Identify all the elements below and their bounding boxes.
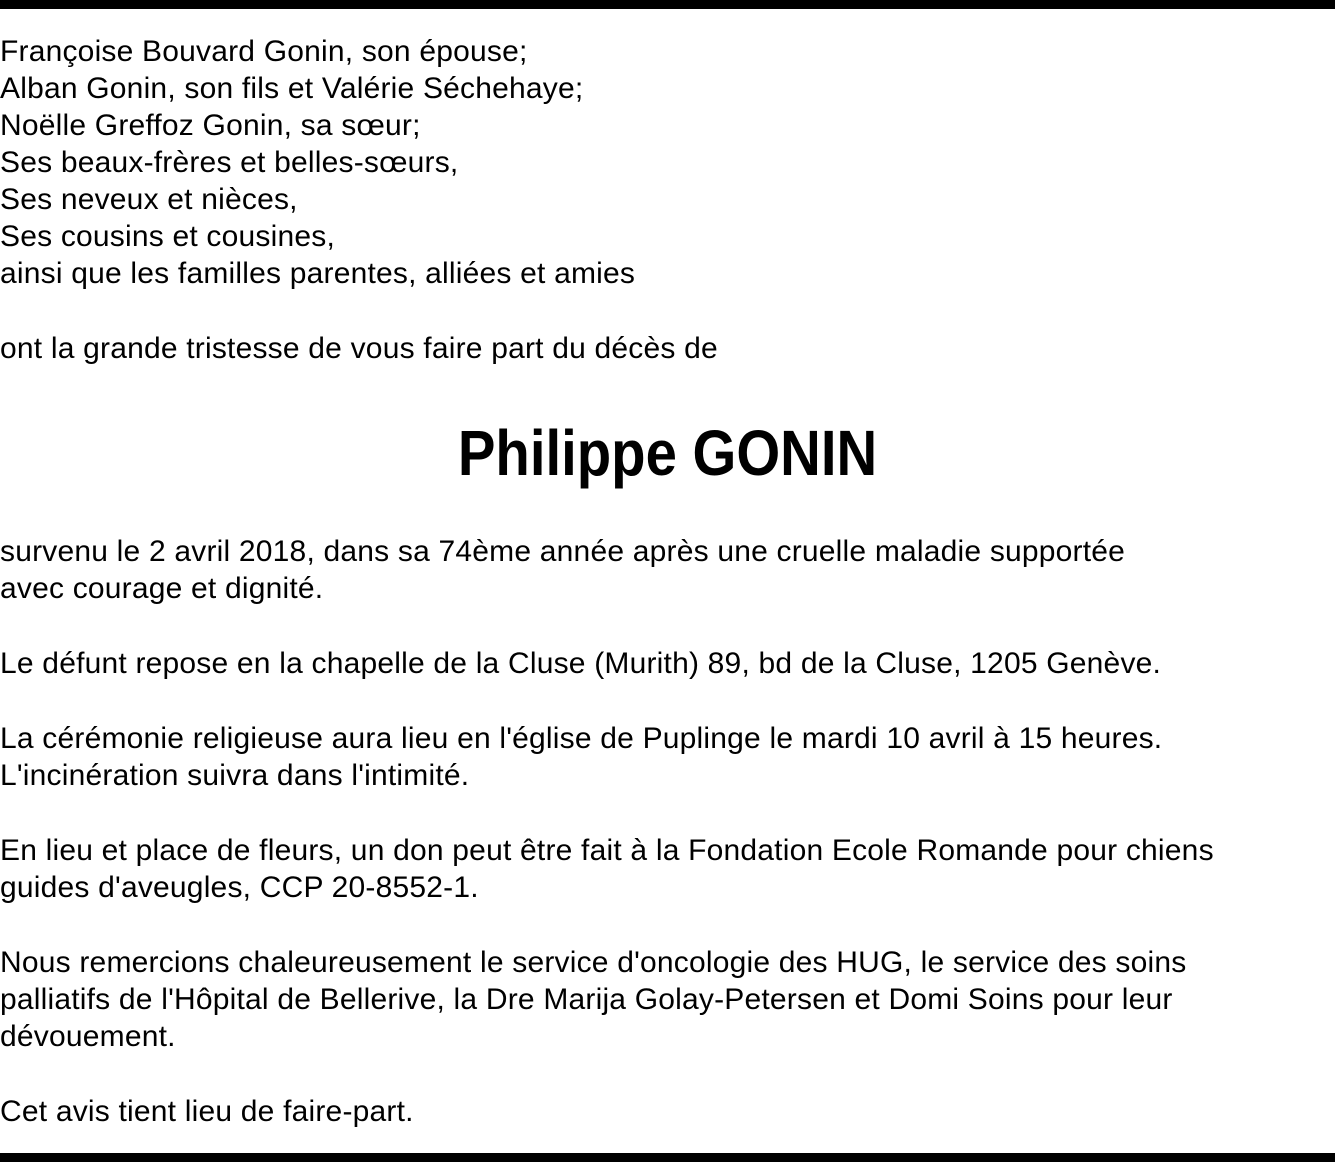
thanks-paragraph — [0, 944, 1335, 1055]
death-info-paragraph — [0, 533, 1335, 607]
paragraph-line: survenu le 2 avril 2018, dans sa 74ème année après une cruelle maladie supportée — [0, 535, 1126, 568]
spacer — [0, 794, 1335, 832]
paragraph-line: avec courage et dignité. — [0, 572, 324, 605]
paragraph-line: L'incinération suivra dans l'intimité. — [0, 759, 470, 792]
paragraph-line: palliatifs de l'Hôpital de Bellerive, la Dre Marija Golay-Petersen et Domi Soins pour leur — [0, 983, 1173, 1016]
donation-paragraph — [0, 832, 1335, 906]
paragraph-line: dévouement. — [0, 1020, 176, 1053]
paragraph-line: La cérémonie religieuse aura lieu en l'église de Puplinge le mardi 10 avril à 15 heures. — [0, 722, 1163, 755]
announcement-text: ont la grande tristesse de vous faire part du décès de — [0, 332, 718, 365]
ceremony-paragraph — [0, 720, 1335, 794]
paragraph-line: En lieu et place de fleurs, un don peut être fait à la Fondation Ecole Romande pour chiens — [0, 834, 1214, 867]
spacer — [0, 607, 1335, 645]
family-line: Ses neveux et nièces, — [0, 183, 298, 216]
obituary-notice — [0, 33, 1335, 1130]
paragraph-line: Nous remercions chaleureusement le service d'oncologie des HUG, le service des soins — [0, 946, 1187, 979]
deceased-name: Philippe GONIN — [457, 417, 878, 489]
spacer — [0, 292, 1335, 330]
family-line: Alban Gonin, son fils et Valérie Séchehaye; — [0, 72, 584, 105]
bottom-border-rule — [0, 1153, 1335, 1162]
top-border-rule — [0, 0, 1335, 9]
family-line: Ses cousins et cousines, — [0, 220, 335, 253]
spacer — [0, 682, 1335, 720]
closing-text: Cet avis tient lieu de faire-part. — [0, 1095, 414, 1128]
family-line: Françoise Bouvard Gonin, son épouse; — [0, 35, 528, 68]
family-list — [0, 33, 1335, 292]
viewing-paragraph: Le défunt repose en la chapelle de la Cluse (Murith) 89, bd de la Cluse, 1205 Genève. — [0, 647, 1162, 680]
family-line: Noëlle Greffoz Gonin, sa sœur; — [0, 109, 421, 142]
spacer — [0, 1055, 1335, 1093]
spacer — [0, 906, 1335, 944]
paragraph-line: guides d'aveugles, CCP 20-8552-1. — [0, 871, 479, 904]
family-line: Ses beaux-frères et belles-sœurs, — [0, 146, 459, 179]
family-line: ainsi que les familles parentes, alliées et amies — [0, 257, 636, 290]
